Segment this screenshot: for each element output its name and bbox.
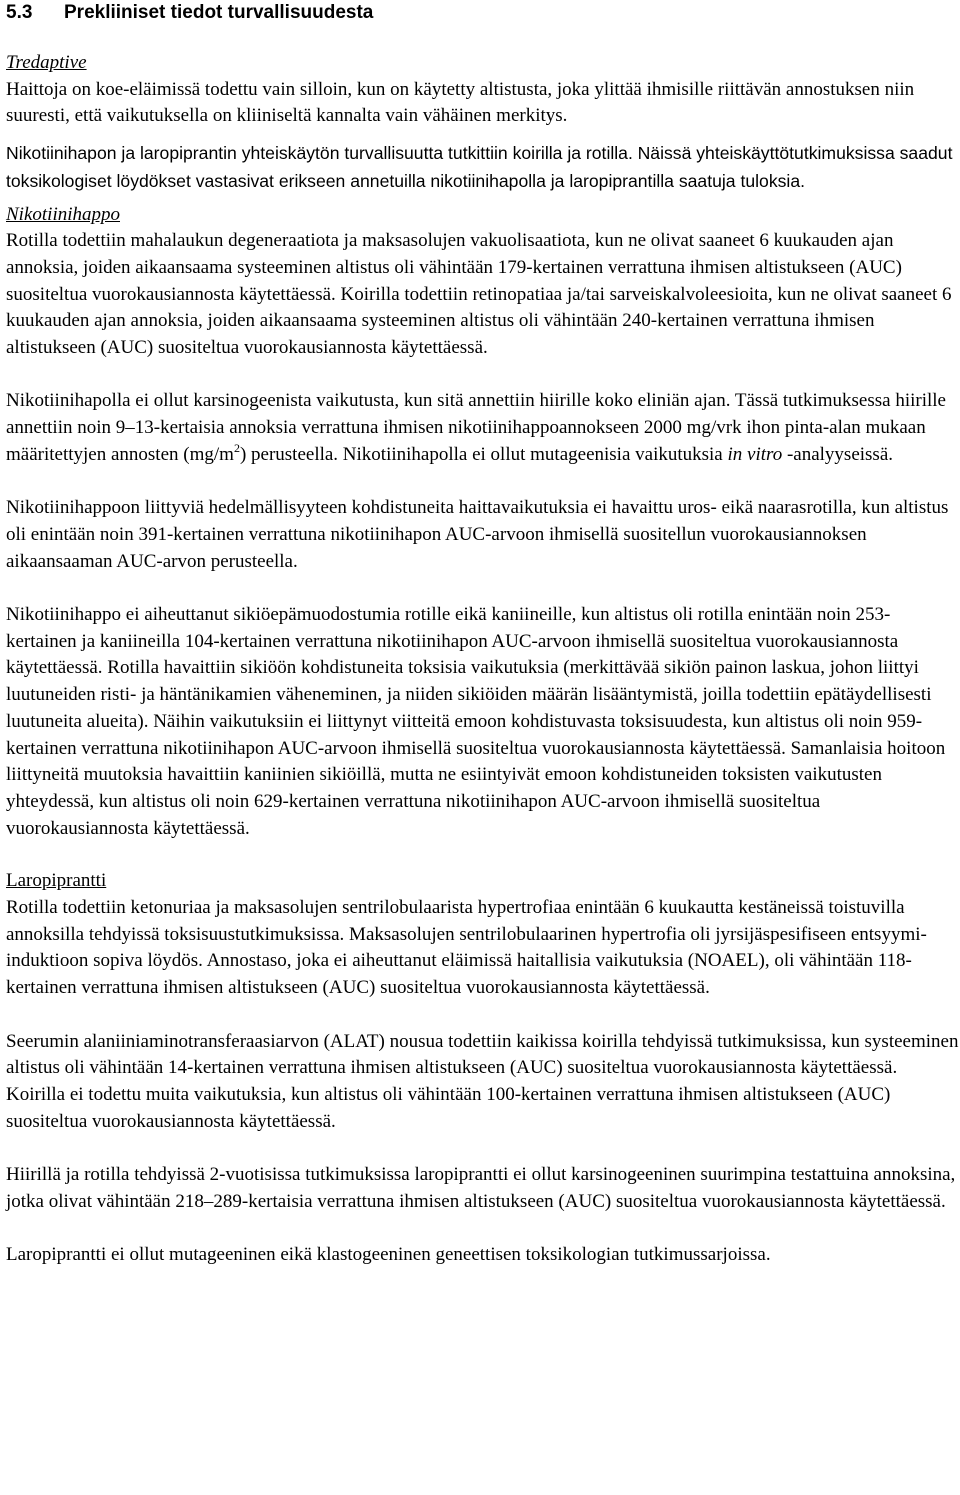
paragraph-laropiprantti-1: Rotilla todettiin ketonuriaa ja maksasolujen sentrilobulaarista hypertrofiaa enintään 6 kuukautta kestäneissä toistuvilla annoksilla tehdyissä toksisuustutkimuksissa. Maksasolujen sentrilobulaarinen hypertrofia oli jyrsijäspesifiseen entsyymi-induktioon sopiva löydös. Annostaso, joka ei aiheuttanut eläimissä haitallisia vaikutuksia (NOAEL), oli vähintään 118-kertainen verrattuna ihmisen altistukseen (AUC) suositeltua vuorokausiannosta käytettäessä. <box>6 897 927 999</box>
paragraph-nikotiinihappo-2 <box>6 388 960 468</box>
p2-italic: in vitro <box>727 443 783 465</box>
superscript: 2 <box>233 440 240 455</box>
paragraph-nikotiinihappo-3: Nikotiinihappoon liittyviä hedelmällisyyteen kohdistuneita haittavaikutuksia ei havaittu uros- eikä naarasrotilla, kun altistus oli enintään noin 391-kertainen verrattuna nikotiinihapon AUC-arvoon ihmisellä suositellun vuorokausiannoksen aikaansaaman AUC-arvon perusteella. <box>6 497 949 572</box>
paragraph-laropiprantti-2: Seerumin alaniiniaminotransferaasiarvon (ALAT) nousua todettiin kaikissa koirilla tehdyissä tutkimuksissa, kun systeeminen altistus oli vähintään 14-kertainen verrattuna ihmisen altistukseen (AUC) suositeltua vuorokausiannosta käytettäessä. Koirilla ei todettu muita vaikutuksia, kun altistus oli vähintään 100-kertainen verrattuna ihmisen altistukseen (AUC) suositeltua vuorokausiannosta käytettäessä. <box>6 1030 959 1132</box>
section-title: Prekliiniset tiedot turvallisuudesta <box>64 2 374 23</box>
paragraph-tredaptive-2 <box>6 140 960 195</box>
p2-mid: ) perusteella. Nikotiinihapolla ei ollut mutageenisia vaikutuksia <box>239 443 728 465</box>
paragraph-tredaptive-2a: Nikotiinihapon ja laropiprantin yhteiskäytön turvallisuutta tutkittiin koirilla ja rotilla. <box>6 143 633 164</box>
subheading-laropiprantti: Laropiprantti <box>6 870 107 892</box>
paragraph-laropiprantti-3: Hiirillä ja rotilla tehdyissä 2-vuotisissa tutkimuksissa laropiprantti ei ollut karsinogeeninen suurimpina testattuina annoksina, jotka olivat vähintään 218–289-kertaisia verrattuna ihmisen altistukseen (AUC) suositeltua vuorokausiannosta käytettäessä. <box>6 1164 956 1212</box>
paragraph-nikotiinihappo-1: Rotilla todettiin mahalaukun degeneraatiota ja maksasolujen vakuolisaatiota, kun ne olivat saaneet 6 kuukauden ajan annoksia, joiden aikaansaama systeeminen altistus oli vähintään 179-kertainen verrattuna ihmisen altistukseen (AUC) suositeltua vuorokausiannosta käytettäessä. Koirilla todettiin retinopatiaa ja/tai sarveiskalvoleesioita, kun ne olivat saaneet 6 kuukauden ajan annoksia, joiden aikaansaama systeeminen altistus oli vähintään 240-kertainen verrattuna ihmisen altistukseen (AUC) suositeltua vuorokausiannosta käytettäessä. <box>6 230 952 359</box>
paragraph-tredaptive-1: Haittoja on koe-eläimissä todettu vain silloin, kun on käytetty altistusta, joka ylittää ihmisille riittävän annostuksen niin suuresti, että vaikutuksella on kliiniseltä kannalta vain vähäinen merkitys. <box>6 78 915 127</box>
subheading-tredaptive: Tredaptive <box>6 52 87 73</box>
p2-pre: Nikotiinihapolla ei ollut karsinogeenista vaikutusta, kun sitä annettiin hiirille koko eliniän ajan. Tässä tutkimuksessa hiirille annettiin noin 9–13-kertaisia annoksia verrattuna ihmisen nikotiinihappoannokseen 2000 mg/vrk ihon pinta-alan mukaan määritettyjen annosten (mg/m <box>6 390 946 465</box>
subheading-nikotiinihappo: Nikotiinihappo <box>6 203 120 225</box>
p2-post: -analyyseissä. <box>782 443 894 465</box>
section-number: 5.3 <box>6 2 33 23</box>
section-heading <box>6 0 960 26</box>
paragraph-tredaptive-2b: Näissä yhteiskäyttötutkimuksissa saadut toksikologiset löydökset vastasivat erikseen annetuilla nikotiinihapolla ja laropiprantilla saatuja tuloksia. <box>6 143 953 191</box>
paragraph-laropiprantti-4: Laropiprantti ei ollut mutageeninen eikä klastogeeninen geneettisen toksikologian tutkimussarjoissa. <box>6 1244 771 1266</box>
paragraph-nikotiinihappo-4: Nikotiinihappo ei aiheuttanut sikiöepämuodostumia rotille eikä kaniineille, kun altistus oli rotilla enintään noin 253-kertainen ja kaniineilla 104-kertainen verrattuna nikotiinihapon AUC-arvoon ihmisellä suositeltua vuorokausiannosta käytettäessä. Rotilla havaittiin sikiöön kohdistuneita toksisia vaikutuksia (merkittävää sikiön painon laskua, johon liittyi luutuneiden risti- ja häntänikamien väheneminen, ja niiden sikiöiden määrän lisääntymistä, joilla todettiin epätäydellisesti luutuneita alueita). Näihin vaikutuksiin ei liittynyt viitteitä emoon kohdistuvasta toksisuudesta, kun altistus oli noin 959-kertainen verrattuna nikotiinihapon AUC-arvoon ihmisellä suositeltua vuorokausiannosta käytettäessä. Samanlaisia hoitoon liittyneitä muutoksia havaittiin kaniinien sikiöillä, mutta ne esiintyivät emoon kohdistuneiden toksisten vaikutusten yhteydessä, kun altistus oli noin 629-kertainen verrattuna nikotiinihapon AUC-arvoon ihmisellä suositeltua vuorokausiannosta käytettäessä. <box>6 604 946 839</box>
